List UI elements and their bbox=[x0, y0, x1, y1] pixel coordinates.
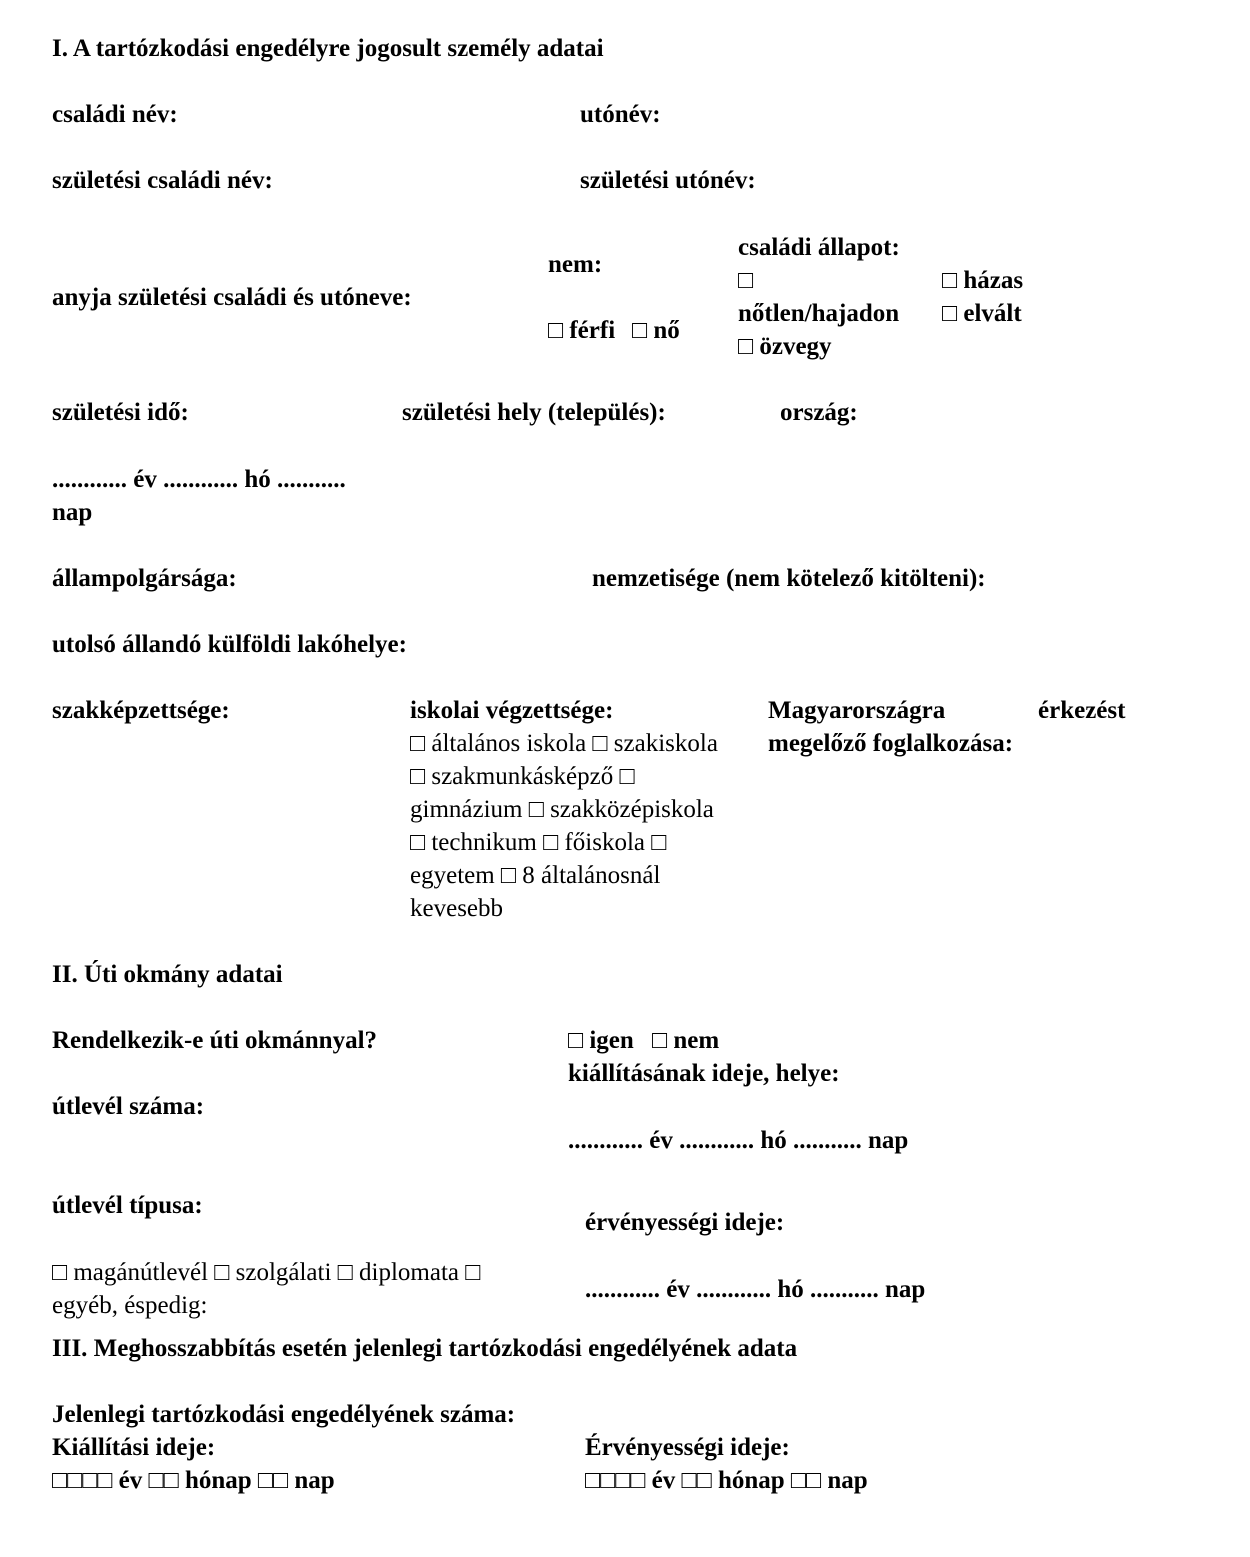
marital-divorced-checkbox[interactable]: □ elvált bbox=[942, 300, 1022, 327]
nationality-label: nemzetisége (nem kötelező kitölteni): bbox=[592, 565, 986, 592]
birth-first-name-label: születési utónév: bbox=[580, 167, 756, 194]
citizenship-label: állampolgársága: bbox=[52, 565, 237, 592]
marital-married-checkbox[interactable]: □ házas bbox=[942, 267, 1024, 294]
education-option-line[interactable]: □ általános iskola □ szakiskola bbox=[410, 730, 718, 757]
education-option-line[interactable]: □ technikum □ főiskola □ bbox=[410, 829, 667, 856]
passport-type-label: útlevél típusa: bbox=[52, 1192, 203, 1219]
last-residence-label: utolsó állandó külföldi lakóhelye: bbox=[52, 631, 407, 658]
passport-type-other: egyéb, éspedig: bbox=[52, 1292, 208, 1319]
passport-number-label: útlevél száma: bbox=[52, 1093, 205, 1120]
education-option-line[interactable]: □ szakmunkásképző □ bbox=[410, 763, 635, 790]
permit-issue-date-label: Kiállítási ideje: bbox=[52, 1434, 216, 1461]
sex-male-checkbox[interactable]: □ férfi bbox=[548, 317, 616, 344]
qualification-label: szakképzettsége: bbox=[52, 697, 230, 724]
first-name-label: utónév: bbox=[580, 101, 661, 128]
validity-fill-line[interactable]: ............ év ............ hó ........... nap bbox=[585, 1276, 926, 1303]
birth-date-fill-line[interactable]: ............ év ............ hó ........... bbox=[52, 466, 346, 493]
section-1-heading: I. A tartózkodási engedélyre jogosult személy adatai bbox=[52, 35, 604, 62]
previous-occupation-label: megelőző foglalkozása: bbox=[768, 730, 1014, 757]
section-2-heading: II. Úti okmány adatai bbox=[52, 961, 283, 988]
education-option-line[interactable]: gimnázium □ szakközépiskola bbox=[410, 796, 714, 823]
sex-label: nem: bbox=[548, 251, 603, 278]
sex-female-checkbox[interactable]: □ nő bbox=[632, 317, 680, 344]
previous-occupation-word2: érkezést bbox=[1038, 697, 1126, 724]
permit-number-label: Jelenlegi tartózkodási engedélyének száma: bbox=[52, 1401, 516, 1428]
permit-validity-date-label: Érvényességi ideje: bbox=[585, 1434, 790, 1461]
marital-single-label: nőtlen/hajadon bbox=[738, 300, 900, 327]
mother-name-label: anyja születési családi és utóneve: bbox=[52, 284, 412, 311]
marital-widowed-checkbox[interactable]: □ özvegy bbox=[738, 333, 832, 360]
marital-status-label: családi állapot: bbox=[738, 234, 900, 261]
has-document-label: Rendelkezik-e úti okmánnyal? bbox=[52, 1027, 378, 1054]
issue-date-fill-line[interactable]: ............ év ............ hó ........... nap bbox=[568, 1127, 909, 1154]
country-label: ország: bbox=[780, 399, 858, 426]
marital-single-checkbox[interactable]: □ bbox=[738, 267, 754, 294]
permit-issue-date-fill[interactable]: □□□□ év □□ hónap □□ nap bbox=[52, 1467, 335, 1494]
permit-validity-date-fill[interactable]: □□□□ év □□ hónap □□ nap bbox=[585, 1467, 868, 1494]
birth-date-day: nap bbox=[52, 499, 93, 526]
validity-label: érvényességi ideje: bbox=[585, 1209, 785, 1236]
education-option-line[interactable]: egyetem □ 8 általánosnál bbox=[410, 862, 661, 889]
family-name-label: családi név: bbox=[52, 101, 178, 128]
has-document-yes-checkbox[interactable]: □ igen bbox=[568, 1027, 634, 1054]
education-option-line: kevesebb bbox=[410, 895, 504, 922]
has-document-no-checkbox[interactable]: □ nem bbox=[652, 1027, 720, 1054]
birth-family-name-label: születési családi név: bbox=[52, 167, 273, 194]
birth-place-label: születési hely (település): bbox=[402, 399, 666, 426]
passport-type-options[interactable]: □ magánútlevél □ szolgálati □ diplomata □ bbox=[52, 1259, 481, 1286]
birth-date-label: születési idő: bbox=[52, 399, 189, 426]
issue-date-place-label: kiállításának ideje, helye: bbox=[568, 1060, 840, 1087]
section-3-heading: III. Meghosszabbítás esetén jelenlegi tartózkodási engedélyének adata bbox=[52, 1335, 798, 1362]
previous-occupation-word1: Magyarországra bbox=[768, 697, 946, 724]
education-label: iskolai végzettsége: bbox=[410, 697, 614, 724]
